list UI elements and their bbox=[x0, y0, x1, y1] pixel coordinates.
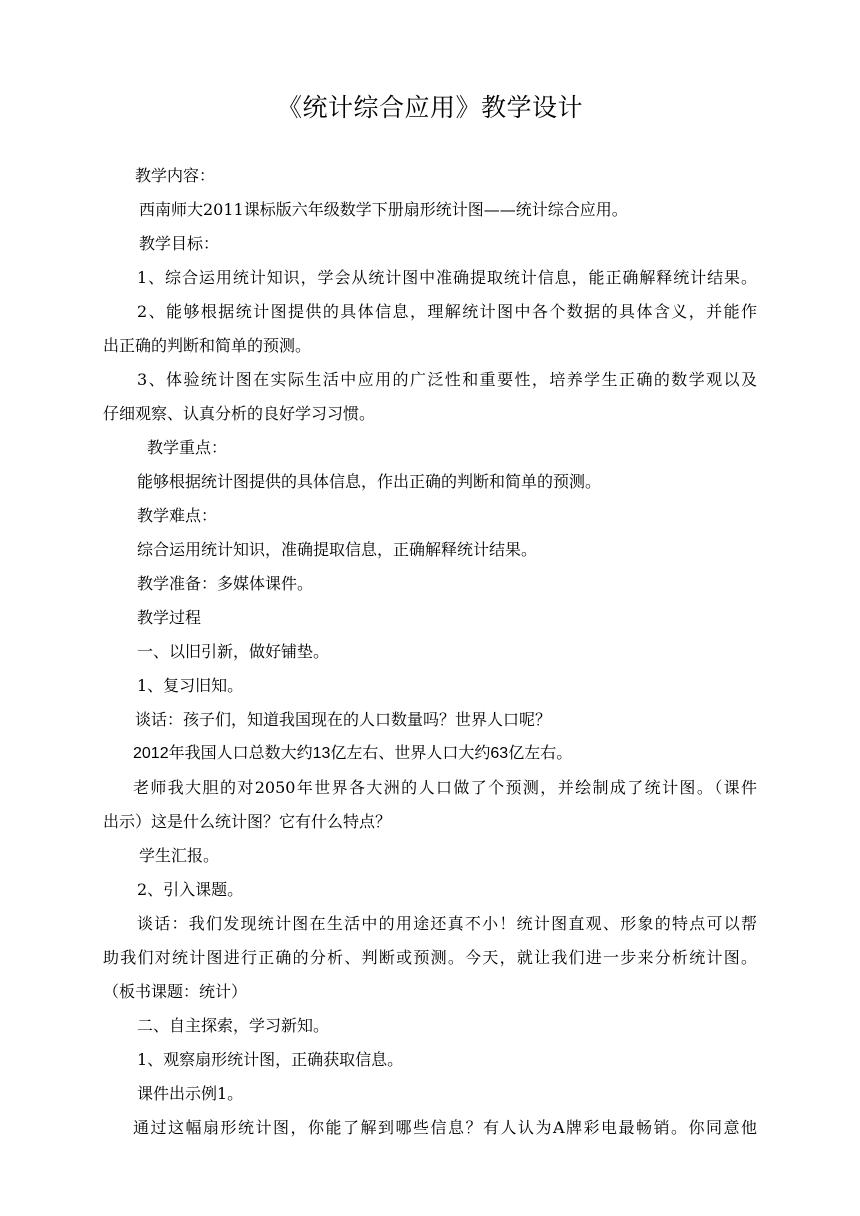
question-line: 通过这幅扇形统计图，你能了解到哪些信息？有人认为A牌彩电最畅销。你同意他 bbox=[133, 1118, 757, 1137]
document-title: 《统计综合应用》教学设计 bbox=[276, 93, 583, 122]
talk-2-line-3: （板书课题：统计） bbox=[103, 982, 248, 1001]
talk-2-line-1: 谈话：我们发现统计图在生活中的用途还真不小！统计图直观、形象的特点可以帮 bbox=[137, 914, 757, 933]
talk-2-line-2: 助我们对统计图进行正确的分析、判断或预测。今天，就让我们进一步来分析统计图。 bbox=[103, 948, 757, 967]
goal-3-line-1: 3、体验统计图在实际生活中应用的广泛性和重要性，培养学生正确的数学观以及 bbox=[137, 370, 757, 389]
key-text: 能够根据统计图提供的具体信息，作出正确的判断和简单的预测。 bbox=[137, 472, 602, 491]
goal-3-line-2: 仔细观察、认真分析的良好学习习惯。 bbox=[103, 404, 376, 423]
section-1-heading: 一、以旧引新，做好铺垫。 bbox=[137, 642, 330, 661]
difficulty-text: 综合运用统计知识，准确提取信息，正确解释统计结果。 bbox=[137, 540, 538, 559]
key-heading: 教学重点： bbox=[147, 438, 228, 457]
example-note: 课件出示例1。 bbox=[137, 1084, 244, 1103]
step-2: 2、引入课题。 bbox=[137, 880, 244, 899]
goal-2-line-2: 出正确的判断和简单的预测。 bbox=[103, 336, 312, 355]
goal-2-line-1: 2、能够根据统计图提供的具体信息，理解统计图中各个数据的具体含义，并能作 bbox=[137, 302, 757, 321]
difficulty-heading: 教学难点： bbox=[137, 506, 218, 525]
population-fact: 2012年我国人口总数大约13亿左右、世界人口大约63亿左右。 bbox=[133, 745, 573, 762]
preparation: 教学准备：多媒体课件。 bbox=[137, 574, 314, 593]
section-2-heading: 二、自主探索，学习新知。 bbox=[137, 1016, 330, 1035]
content-heading: 教学内容： bbox=[135, 166, 216, 185]
prediction-line-1: 老师我大胆的对2050年世界各大洲的人口做了个预测，并绘制成了统计图。（课件 bbox=[133, 778, 757, 797]
process-heading: 教学过程 bbox=[137, 608, 202, 627]
goals-heading: 教学目标： bbox=[139, 234, 220, 253]
goal-1: 1、综合运用统计知识，学会从统计图中准确提取统计信息，能正确解释统计结果。 bbox=[137, 268, 757, 287]
student-report: 学生汇报。 bbox=[139, 846, 220, 865]
prediction-line-2: 出示）这是什么统计图？它有什么特点？ bbox=[103, 812, 392, 831]
step-3: 1、观察扇形统计图，正确获取信息。 bbox=[137, 1050, 404, 1069]
step-1: 1、复习旧知。 bbox=[137, 676, 244, 695]
talk-1: 谈话：孩子们，知道我国现在的人口数量吗？世界人口呢？ bbox=[135, 710, 552, 729]
content-text: 西南师大2011课标版六年级数学下册扇形统计图——统计综合应用。 bbox=[139, 200, 628, 219]
